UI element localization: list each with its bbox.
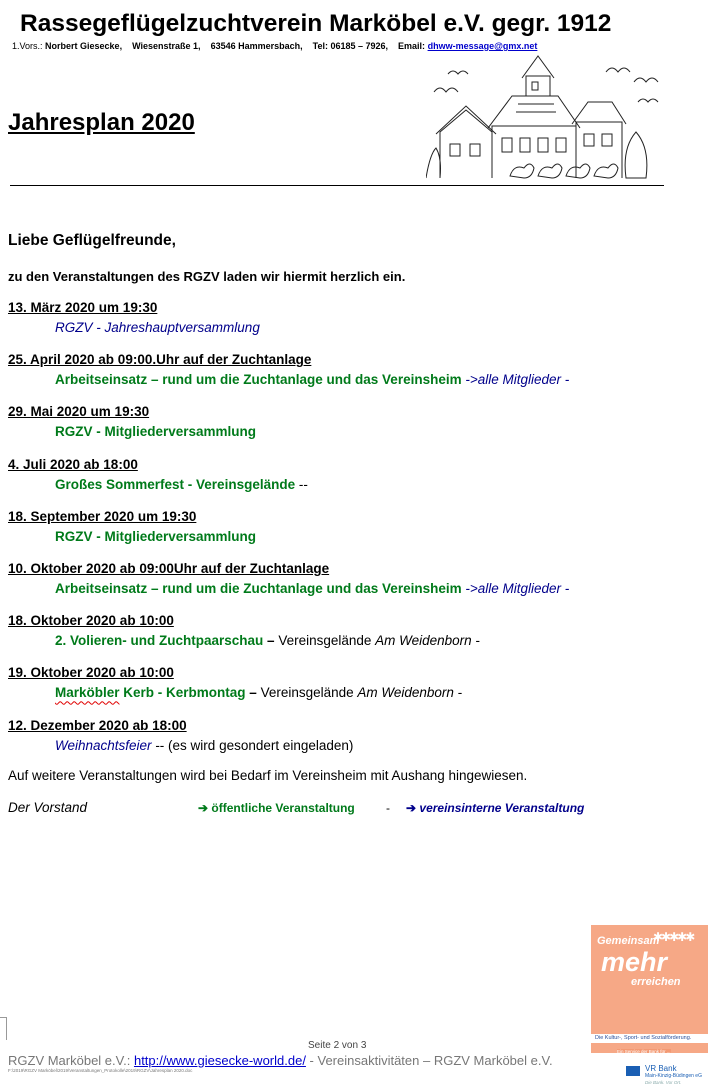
bank-subname: Main-Kinzig-Büdingen eG bbox=[645, 1073, 702, 1079]
event-description bbox=[55, 424, 256, 439]
legend-internal-label: vereinsinterne Veranstaltung bbox=[419, 801, 585, 815]
footer-org: RGZV Marköbel e.V.: bbox=[8, 1053, 134, 1068]
event-date: 25. April 2020 ab 09:00.Uhr auf der Zuchtanlage bbox=[8, 352, 312, 368]
event-text-part: Kerb - Kerbmontag bbox=[119, 685, 246, 701]
ad-line-1: Gemeinsam bbox=[597, 935, 660, 947]
event-text-part: ->alle Mitglieder - bbox=[465, 581, 570, 596]
event-text-part: – bbox=[263, 633, 279, 649]
event-text-part: Weihnachtsfeier bbox=[55, 737, 152, 753]
event-text-part: RGZV - Mitgliederversammlung bbox=[55, 424, 257, 440]
event-text-part: Vereinsgelände bbox=[278, 633, 376, 649]
castle-and-poultry-illustration bbox=[426, 52, 662, 180]
contact-email-label: Email: bbox=[398, 41, 426, 51]
event-text-part: Am Weidenborn bbox=[357, 685, 454, 701]
event-text-part: Vereinsgelände bbox=[260, 685, 358, 701]
event-date: 18. September 2020 um 19:30 bbox=[8, 508, 197, 524]
event-text-part: - bbox=[453, 685, 463, 701]
event-text-part: Marköbler bbox=[55, 685, 120, 701]
legend-public bbox=[198, 801, 355, 815]
event-text-part: - bbox=[471, 633, 480, 649]
contact-email-link[interactable]: dhww-message@gmx.net bbox=[427, 41, 538, 51]
contact-name: Norbert Giesecke, bbox=[45, 41, 123, 51]
footer-file-path: F:\2019\RGZV Marköbel\2019\Veranstaltungen_Protokolle\2019\RGZV\Jahresplan 2020.doc bbox=[8, 1068, 193, 1073]
ad-subline: Ein Service der Bank für ... bbox=[617, 1049, 671, 1053]
footer-url-link[interactable]: http://www.giesecke-world.de/ bbox=[133, 1053, 306, 1068]
greeting: Liebe Geflügelfreunde, bbox=[8, 232, 176, 249]
event-text-part: – bbox=[245, 685, 261, 701]
sponsor-ad bbox=[591, 925, 708, 1053]
event-description bbox=[55, 372, 569, 387]
footer bbox=[8, 1053, 553, 1068]
legend-separator: - bbox=[386, 801, 390, 815]
header-divider bbox=[10, 185, 664, 186]
ad-tagline: Die Kultur-, Sport- und Sozialförderung. bbox=[595, 1035, 692, 1041]
event-text-part: Am Weidenborn bbox=[375, 633, 472, 649]
event-date: 13. März 2020 um 19:30 bbox=[8, 300, 158, 315]
page-title: Jahresplan 2020 bbox=[8, 109, 195, 136]
event-date: 4. Juli 2020 ab 18:00 bbox=[8, 456, 138, 472]
ad-line-3: erreichen bbox=[631, 976, 681, 988]
event-date: 29. Mai 2020 um 19:30 bbox=[8, 404, 150, 420]
event-text-part: ->alle Mitglieder - bbox=[465, 372, 570, 388]
contact-city: 63546 Hammersbach, bbox=[210, 41, 303, 51]
signoff: Der Vorstand bbox=[8, 800, 88, 815]
margin-marker bbox=[0, 1017, 7, 1040]
event-description bbox=[55, 320, 260, 335]
event-description bbox=[55, 477, 308, 492]
event-text-part: -- (es wird gesondert eingeladen) bbox=[151, 737, 354, 753]
event-date: 18. Oktober 2020 ab 10:00 bbox=[8, 613, 174, 629]
people-icon: ✱✱✱✱✱ bbox=[653, 930, 694, 944]
event-date: 12. Dezember 2020 ab 18:00 bbox=[8, 717, 187, 733]
event-description bbox=[55, 685, 462, 700]
event-text-part: 2. Volieren- und Zuchtpaarschau bbox=[55, 633, 264, 649]
event-description bbox=[55, 633, 480, 648]
bank-name: VR Bank bbox=[645, 1064, 677, 1073]
club-name: Rassegeflügelzuchtverein Marköbel e.V. gegr. 1912 bbox=[20, 10, 612, 37]
footer-rest: - Vereinsaktivitäten – RGZV Marköbel e.V. bbox=[305, 1053, 553, 1068]
event-text-part: RGZV - Mitgliederversammlung bbox=[55, 528, 257, 544]
closing-note: Auf weitere Veranstaltungen wird bei Bedarf im Vereinsheim mit Aushang hingewiesen. bbox=[8, 768, 528, 783]
bank-slogan: Die Bank. Vor Ort. bbox=[645, 1080, 682, 1085]
event-description bbox=[55, 581, 569, 596]
intro-text: zu den Veranstaltungen des RGZV laden wir hiermit herzlich ein. bbox=[8, 269, 406, 284]
ad-line-2: mehr bbox=[601, 947, 668, 977]
contact-line bbox=[12, 41, 537, 51]
event-text-part: -- bbox=[295, 476, 308, 492]
page-number: Seite 2 von 3 bbox=[308, 1040, 367, 1051]
legend-internal bbox=[406, 801, 584, 815]
event-description bbox=[55, 738, 353, 753]
event-text-part: Großes Sommerfest - Vereinsgelände bbox=[55, 476, 296, 492]
event-description bbox=[55, 529, 256, 544]
bank-logo-icon bbox=[626, 1066, 640, 1076]
contact-phone: Tel: 06185 – 7926, bbox=[312, 41, 389, 51]
event-date: 10. Oktober 2020 ab 09:00Uhr auf der Zuchtanlage bbox=[8, 561, 330, 576]
event-date: 19. Oktober 2020 ab 10:00 bbox=[8, 665, 174, 681]
contact-street: Wiesenstraße 1, bbox=[132, 41, 201, 51]
arrow-right-icon: ➔ bbox=[198, 801, 209, 815]
event-text-part: RGZV - Jahreshauptversammlung bbox=[55, 320, 260, 335]
arrow-right-icon: ➔ bbox=[406, 801, 417, 815]
event-text-part: Arbeitseinsatz – rund um die Zuchtanlage und das Vereinsheim bbox=[55, 372, 466, 388]
contact-role: 1.Vors.: bbox=[12, 41, 43, 51]
legend-public-label: öffentliche Veranstaltung bbox=[211, 801, 355, 815]
event-text-part: Arbeitseinsatz – rund um die Zuchtanlage und das Vereinsheim bbox=[55, 581, 466, 596]
